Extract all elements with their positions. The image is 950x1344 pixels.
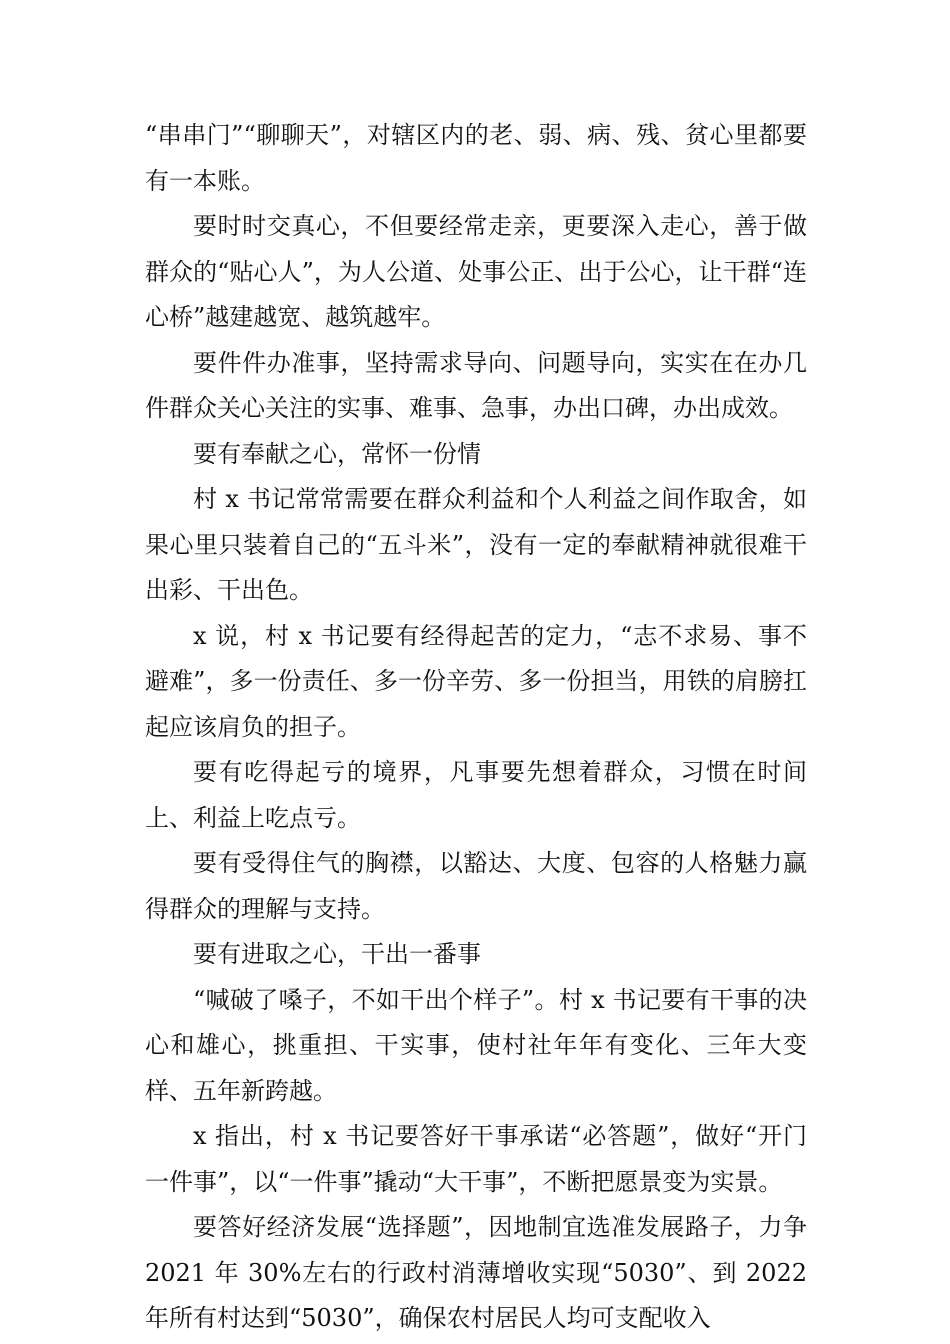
- paragraph-2: 要时时交真心，不但要经常走亲，更要深入走心，善于做群众的“贴心人”，为人公道、处事公正、出于公心，让干群“连心桥”越建越宽、越筑越牢。: [145, 212, 807, 331]
- paragraph-7: 要有吃得起亏的境界，凡事要先想着群众，习惯在时间上、利益上吃点亏。: [145, 758, 807, 832]
- document-body: [145, 113, 807, 1342]
- paragraph-8: 要有受得住气的胸襟，以豁达、大度、包容的人格魅力赢得群众的理解与支持。: [145, 849, 807, 923]
- section-heading-enterprise: 要有进取之心，干出一番事: [193, 940, 481, 968]
- paragraph-12: 要答好经济发展“选择题”，因地制宜选准发展路子，力争 2021 年 30%左右的行政村消薄增收实现“5030”、到 2022 年所有村达到“5030”，确保农村居民人均可支配收入: [145, 1213, 807, 1332]
- paragraph-5: 村 x 书记常常需要在群众利益和个人利益之间作取舍，如果心里只装着自己的“五斗米”，没有一定的奉献精神就很难干出彩、干出色。: [145, 485, 807, 604]
- paragraph-1: “串串门”“聊聊天”，对辖区内的老、弱、病、残、贫心里都要有一本账。: [145, 121, 807, 195]
- paragraph-6: x 说，村 x 书记要有经得起苦的定力，“志不求易、事不避难”，多一份责任、多一份辛劳、多一份担当，用铁的肩膀扛起应该肩负的担子。: [145, 621, 807, 741]
- paragraph-11: x 指出，村 x 书记要答好干事承诺“必答题”，做好“开门一件事”，以“一件事”撬动“大干事”，不断把愿景变为实景。: [145, 1122, 807, 1196]
- paragraph-3: 要件件办准事，坚持需求导向、问题导向，实实在在办几件群众关心关注的实事、难事、急事，办出口碑，办出成效。: [145, 348, 807, 422]
- section-heading-dedication: 要有奉献之心，常怀一份情: [193, 439, 481, 468]
- paragraph-10: “喊破了嗓子，不如干出个样子”。村 x 书记要有干事的决心和雄心，挑重担、干实事，使村社年年有变化、三年大变样、五年新跨越。: [145, 985, 807, 1105]
